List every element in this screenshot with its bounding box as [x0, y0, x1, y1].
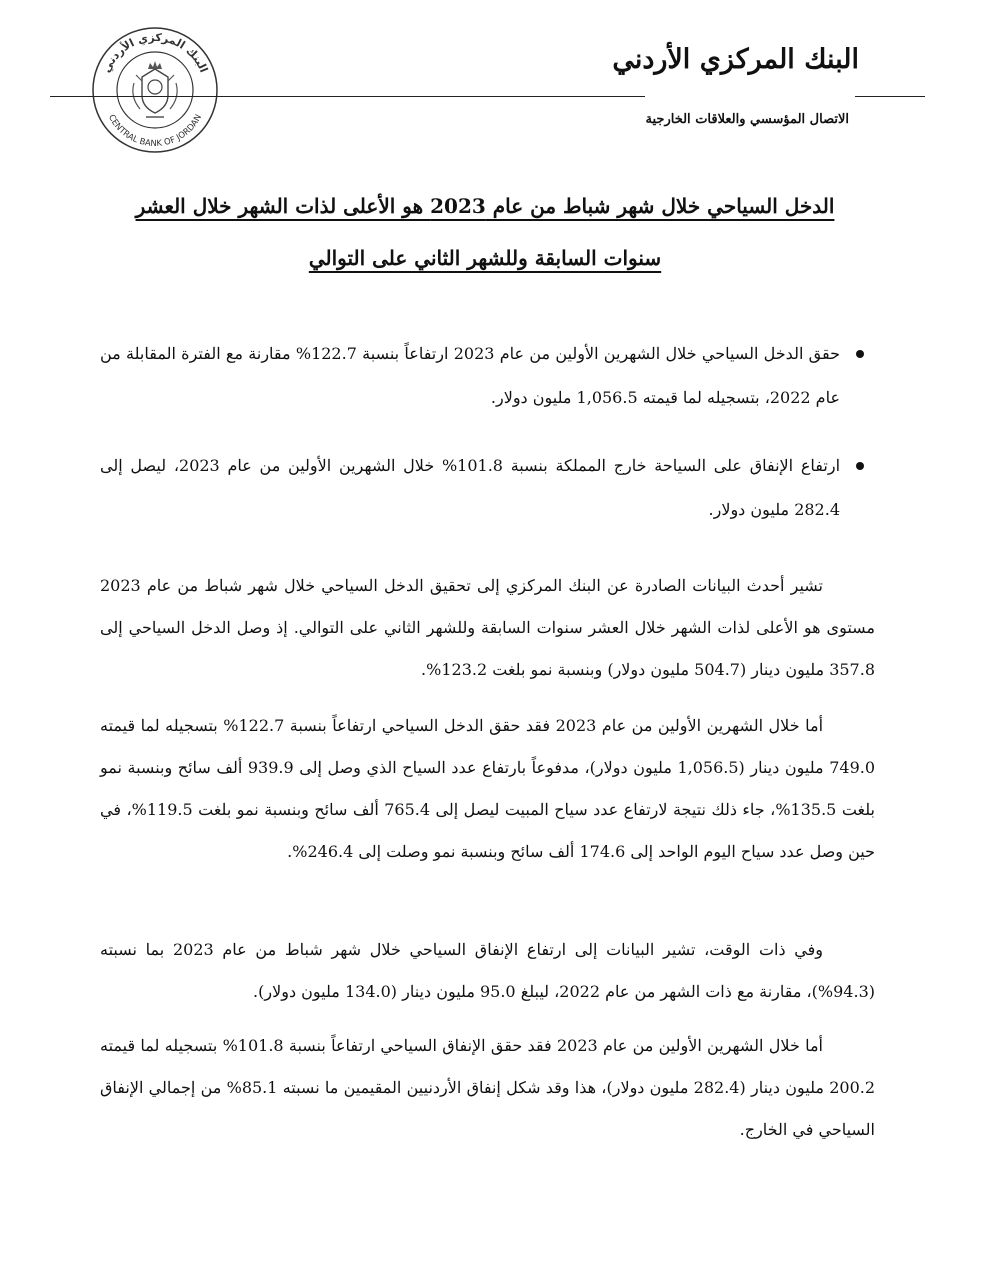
body-paragraph [100, 929, 875, 1013]
highlight-text: حقق الدخل السياحي خلال الشهرين الأولين من عام 2023 ارتفاعاً بنسبة 122.7% مقارنة مع الفترة المقابلة من عام 2022، بتسجيله لما قيمته 1,056.5 مليون دولار. [100, 344, 840, 407]
body-paragraph [100, 565, 875, 691]
highlight-item [100, 444, 840, 532]
highlight-text: ارتفاع الإنفاق على السياحة خارج المملكة بنسبة 101.8% خلال الشهرين الأولين من عام 2023، ليصل إلى 282.4 مليون دولار. [100, 456, 841, 519]
crest-emblem [133, 61, 177, 117]
paragraph-text: وفي ذات الوقت، تشير البيانات إلى ارتفاع الإنفاق السياحي خلال شهر شباط من عام 2023 بما نسبته (94.3%)، مقارنة مع ذات الشهر من عام 2022، ليبلغ 95.0 مليون دينار (134.0 مليون دولار). [100, 940, 875, 1001]
bullet-icon [856, 462, 864, 470]
paragraph-indent [823, 940, 875, 959]
paragraph-text: أما خلال الشهرين الأولين من عام 2023 فقد حقق الدخل السياحي ارتفاعاً بنسبة 122.7% بتسجيله لما قيمته 749.0 مليون دينار (1,056.5 مليون دولار)، مدفوعاً بارتفاع عدد السياح الذي وصل إلى 939.9 ألف سائح وبنسبة نمو بلغت 135.5%، جاء ذلك نتيجة لارتفاع عدد سياح المبيت ليصل إلى 765.4 ألف سائح وبنسبة نمو بلغت 119.5%، في حين وصل عدد سياح اليوم الواحد إلى 174.6 ألف سائح وبنسبة نمو وصلت إلى 246.4%. [100, 716, 876, 861]
body-paragraph [100, 1025, 875, 1151]
header-divider-right [855, 96, 925, 97]
bullet-icon [856, 350, 864, 358]
paragraph-text: أما خلال الشهرين الأولين من عام 2023 فقد حقق الإنفاق السياحي ارتفاعاً بنسبة 101.8% بتسجيله لما قيمته 200.2 مليون دينار (282.4 مليون دولار)، هذا وقد شكل إنفاق الأردنيين المقيمين ما نسبته 85.1% من إجمالي الإنفاق السياحي في الخارج. [100, 1036, 876, 1139]
paragraph-indent [823, 1036, 875, 1055]
central-bank-seal-icon [90, 25, 220, 155]
seal-english-text: CENTRAL BANK OF JORDAN [105, 113, 205, 150]
paragraph-text: تشير أحدث البيانات الصادرة عن البنك المركزي إلى تحقيق الدخل السياحي خلال شهر شباط من عام 2023 مستوى هو الأعلى لذات الشهر خلال العشر سنوات السابقة وللشهر الثاني على التوالي. إذ وصل الدخل السياحي إلى 357.8 مليون دينار (504.7 مليون دولار) وبنسبة نمو بلغت 123.2%. [100, 576, 876, 679]
title-line-2: سنوات السابقة وللشهر الثاني على التوالي [308, 246, 662, 270]
highlight-item [100, 332, 840, 420]
bank-name-heading: البنك المركزي الأردني [612, 44, 859, 75]
department-name: الاتصال المؤسسي والعلاقات الخارجية [645, 112, 849, 127]
document-title [120, 180, 850, 284]
title-line-1: الدخل السياحي خلال شهر شباط من عام 2023 هو الأعلى لذات الشهر خلال العشر [135, 194, 835, 218]
seal-arabic-text: البنك المركزي الأردني [99, 30, 211, 75]
paragraph-indent [823, 576, 875, 595]
header-divider-left [50, 96, 645, 97]
body-paragraph [100, 705, 875, 873]
svg-text:CENTRAL BANK OF JORDAN [106, 113, 204, 149]
paragraph-indent [823, 716, 875, 735]
highlights-list [100, 332, 862, 532]
